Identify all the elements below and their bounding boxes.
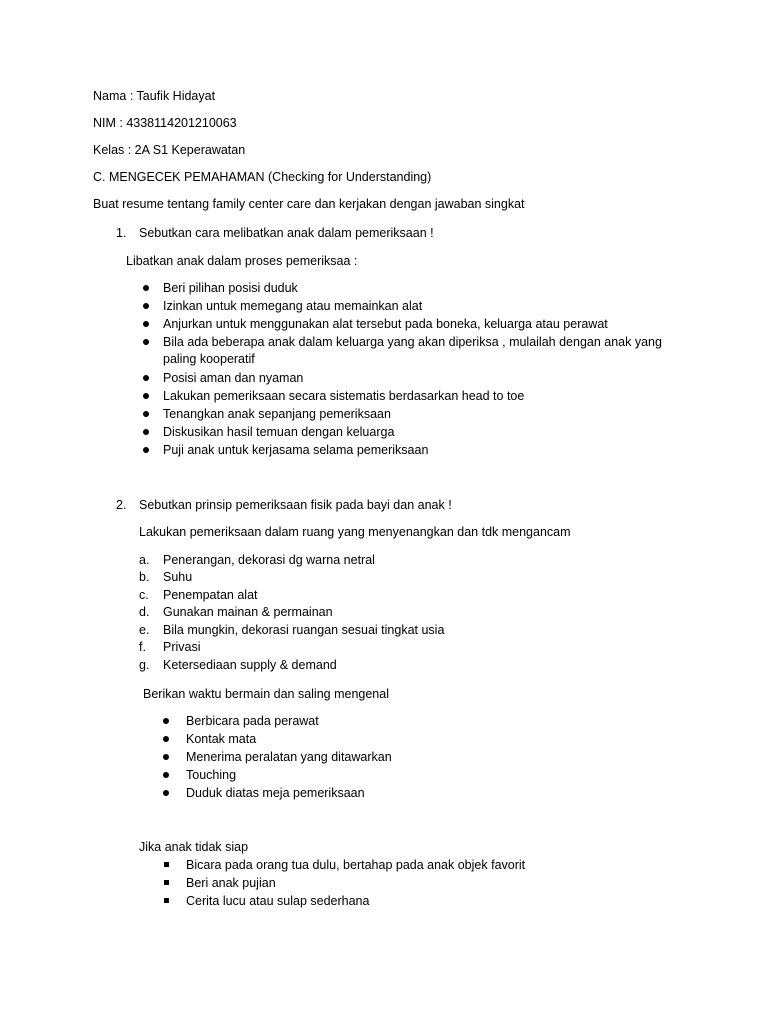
list-item: Bicara pada orang tua dulu, bertahap pada anak objek favorit xyxy=(186,858,526,872)
bullet-icon xyxy=(143,429,149,435)
list-item: Penempatan alat xyxy=(163,588,258,602)
list-letter: a. xyxy=(139,553,150,567)
list-item: Berbicara pada perawat xyxy=(186,714,319,728)
list-item: Touching xyxy=(186,768,237,782)
list-item: Lakukan pemeriksaan secara sistematis berdasarkan head to toe xyxy=(163,389,525,403)
list-item: Puji anak untuk kerjasama selama pemeriksaan xyxy=(163,443,429,457)
list-item: Gunakan mainan & permainan xyxy=(163,605,333,619)
bullet-icon xyxy=(143,339,149,345)
list-item: Izinkan untuk memegang atau memainkan alat xyxy=(163,299,423,313)
list-item: Kontak mata xyxy=(186,732,257,746)
bullet-icon xyxy=(163,790,169,796)
list-item: Duduk diatas meja pemeriksaan xyxy=(186,786,365,800)
bullet-icon xyxy=(143,285,149,291)
list-item: Bila mungkin, dekorasi ruangan sesuai tingkat usia xyxy=(163,623,445,637)
list-item: Anjurkan untuk menggunakan alat tersebut pada boneka, keluarga atau perawat xyxy=(163,317,608,331)
bullet-icon xyxy=(163,754,169,760)
list-item: Cerita lucu atau sulap sederhana xyxy=(186,894,370,908)
section-title: C. MENGECEK PEMAHAMAN (Checking for Understanding) xyxy=(93,170,432,184)
list-item: Menerima peralatan yang ditawarkan xyxy=(186,750,392,764)
square-bullet-icon xyxy=(164,862,169,867)
bullet-icon xyxy=(143,303,149,309)
list-item: Ketersediaan supply & demand xyxy=(163,658,337,672)
list-item: Beri pilihan posisi duduk xyxy=(163,281,298,295)
bullet-icon xyxy=(143,321,149,327)
play-intro: Berikan waktu bermain dan saling mengenal xyxy=(143,687,389,701)
bullet-icon xyxy=(163,772,169,778)
list-letter: g. xyxy=(139,658,150,672)
student-nim: NIM : 4338114201210063 xyxy=(93,116,237,130)
list-item-continuation: paling kooperatif xyxy=(163,352,255,366)
list-item: Diskusikan hasil temuan dengan keluarga xyxy=(163,425,395,439)
list-item: Beri anak pujian xyxy=(186,876,276,890)
list-item: Posisi aman dan nyaman xyxy=(163,371,304,385)
question-2-number: 2. xyxy=(116,498,127,512)
not-ready-intro: Jika anak tidak siap xyxy=(139,840,249,854)
instruction-text: Buat resume tentang family center care dan kerjakan dengan jawaban singkat xyxy=(93,197,525,211)
square-bullet-icon xyxy=(164,898,169,903)
list-letter: e. xyxy=(139,623,150,637)
list-letter: f. xyxy=(139,640,146,654)
bullet-icon xyxy=(143,411,149,417)
bullet-icon xyxy=(163,718,169,724)
bullet-icon xyxy=(163,736,169,742)
list-letter: b. xyxy=(139,570,150,584)
student-name: Nama : Taufik Hidayat xyxy=(93,89,216,103)
list-letter: c. xyxy=(139,588,149,602)
question-1-intro: Libatkan anak dalam proses pemeriksaa : xyxy=(126,254,358,268)
student-class: Kelas : 2A S1 Keperawatan xyxy=(93,143,246,157)
list-item: Penerangan, dekorasi dg warna netral xyxy=(163,553,375,567)
bullet-icon xyxy=(143,375,149,381)
bullet-icon xyxy=(143,393,149,399)
list-item: Tenangkan anak sepanjang pemeriksaan xyxy=(163,407,391,421)
square-bullet-icon xyxy=(164,880,169,885)
list-item: Suhu xyxy=(163,570,193,584)
list-item: Bila ada beberapa anak dalam keluarga yang akan diperiksa , mulailah dengan anak yang xyxy=(163,335,662,349)
question-1-text: Sebutkan cara melibatkan anak dalam pemeriksaan ! xyxy=(139,226,434,240)
question-2-intro: Lakukan pemeriksaan dalam ruang yang menyenangkan dan tdk mengancam xyxy=(139,525,571,539)
bullet-icon xyxy=(143,447,149,453)
question-2-text: Sebutkan prinsip pemeriksaan fisik pada bayi dan anak ! xyxy=(139,498,452,512)
list-letter: d. xyxy=(139,605,150,619)
question-1-number: 1. xyxy=(116,226,127,240)
list-item: Privasi xyxy=(163,640,201,654)
